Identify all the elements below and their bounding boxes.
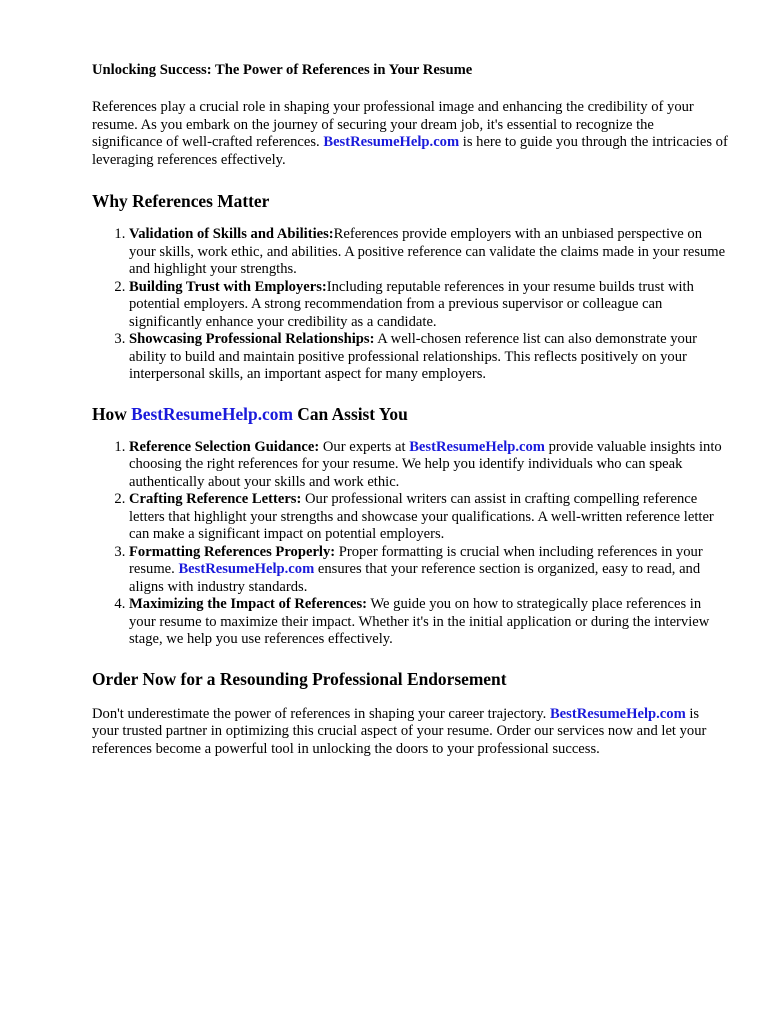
list-item-text: Proper formatting is crucial when including references in your resume. xyxy=(129,543,703,577)
list-item xyxy=(129,544,728,597)
brand-link[interactable]: BestResumeHelp.com xyxy=(323,134,460,150)
intro-text-end: is here to guide you through the intricacies of leveraging references effectively. xyxy=(92,134,728,168)
brand-link[interactable]: BestResumeHelp.com xyxy=(549,705,686,722)
order-text-start: Don't underestimate the power of references in shaping your career trajectory. xyxy=(92,705,550,722)
list-item-term: Showcasing Professional Relationships: xyxy=(129,331,375,347)
list-item-text: Our experts at xyxy=(319,438,410,455)
how-assist-heading xyxy=(92,404,728,424)
list-item-term: Building Trust with Employers: xyxy=(129,278,327,295)
brand-link[interactable]: BestResumeHelp.com xyxy=(178,561,315,577)
list-item xyxy=(129,279,728,332)
list-item xyxy=(129,331,728,384)
why-references-heading: Why References Matter xyxy=(92,191,270,211)
list-item-text: Including reputable references in your resume builds trust with potential employers. A strong recommendation from a previous supervisor or colleague can significantly enhance your credibility as a candidate. xyxy=(129,278,694,330)
how-assist-list xyxy=(92,439,728,649)
list-item-term: Validation of Skills and Abilities: xyxy=(129,226,334,242)
heading-text-start: How xyxy=(92,403,132,424)
list-item-term: Formatting References Properly: xyxy=(129,543,336,560)
document-title: Unlocking Success: The Power of References in Your Resume xyxy=(92,62,473,78)
list-item xyxy=(129,596,728,649)
heading-text-end: Can Assist You xyxy=(292,403,408,424)
list-item-text: ensures that your reference section is organized, easy to read, and aligns with industry standards. xyxy=(129,561,701,595)
list-item-text: provide valuable insights into choosing the right references for your resume. We help you identify individuals who can speak authentically about your skills and work ethic. xyxy=(129,438,722,490)
brand-link[interactable]: BestResumeHelp.com xyxy=(131,403,293,424)
brand-link[interactable]: BestResumeHelp.com xyxy=(409,438,545,455)
list-item-text: References provide employers with an unbiased perspective on your skills, work ethic, and abilities. A positive reference can validate the claims made in your resume and highlight your strengths. xyxy=(129,226,726,277)
list-item xyxy=(129,226,728,279)
list-item-text: We guide you on how to strategically place references in your resume to maximize their impact. Whether it's in the initial application or during the interview stage, we help you use references effectively. xyxy=(129,596,710,647)
intro-paragraph xyxy=(92,99,728,169)
order-text-end: is your trusted partner in optimizing this crucial aspect of your resume. Order our services now and let your references become a powerful tool in unlocking the doors to your professional success. xyxy=(92,705,707,757)
order-now-heading: Order Now for a Resounding Professional Endorsement xyxy=(92,668,507,689)
list-item xyxy=(129,491,728,544)
list-item-term: Reference Selection Guidance: xyxy=(129,438,320,455)
list-item-term: Crafting Reference Letters: xyxy=(129,491,302,507)
order-paragraph xyxy=(92,706,728,759)
list-item-term: Maximizing the Impact of References: xyxy=(129,596,368,612)
intro-text-start: References play a crucial role in shaping your professional image and enhancing the credibility of your resume. As you embark on the journey of securing your dream job, it's essential to recognize the significance of well-crafted references. xyxy=(92,99,694,150)
why-references-list xyxy=(92,226,728,384)
list-item xyxy=(129,439,728,492)
list-item-text: A well-chosen reference list can also demonstrate your ability to build and maintain positive professional relationships. This reflects positively on your interpersonal skills, an important aspect for many employers. xyxy=(129,331,698,382)
list-item-text: Our professional writers can assist in crafting compelling reference letters that highlight your strengths and showcase your qualifications. A well-written reference letter can make a significant impact on potential employers. xyxy=(129,491,714,542)
